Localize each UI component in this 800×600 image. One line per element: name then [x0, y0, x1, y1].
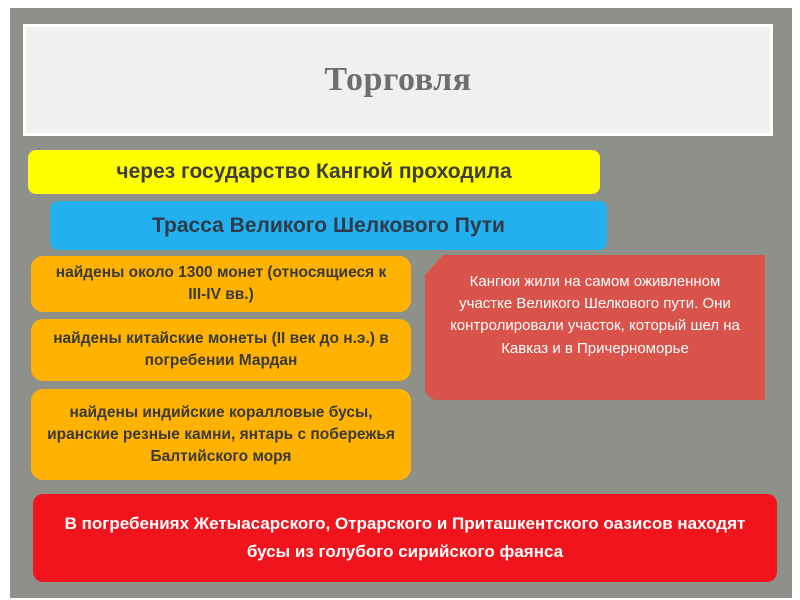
fact-chinese-coins: найдены китайские монеты (II век до н.э.) в погребении Мардан: [31, 319, 411, 381]
fact-beads-stones-amber: найдены индийские коралловые бусы, иранские резные камни, янтарь с побережья Балтийского моря: [31, 389, 411, 480]
fact-coins: найдены около 1300 монет (относящиеся к III-IV вв.): [31, 256, 411, 312]
info-box-corner: [425, 255, 443, 275]
yellow-banner: через государство Кангюй проходила: [28, 150, 600, 194]
slide-title: Торговля: [324, 61, 472, 98]
blue-banner: Трасса Великого Шелкового Пути: [50, 201, 607, 250]
title-box: [23, 24, 773, 136]
bottom-banner: В погребениях Жетыасарского, Отрарского и Приташкентского оазисов находят бусы из голубого сирийского фаянса: [33, 494, 777, 582]
info-box: Кангюи жили на самом оживленном участке Великого Шелкового пути. Они контролировали участок, который шел на Кавказ и в Причерноморье: [425, 255, 765, 400]
